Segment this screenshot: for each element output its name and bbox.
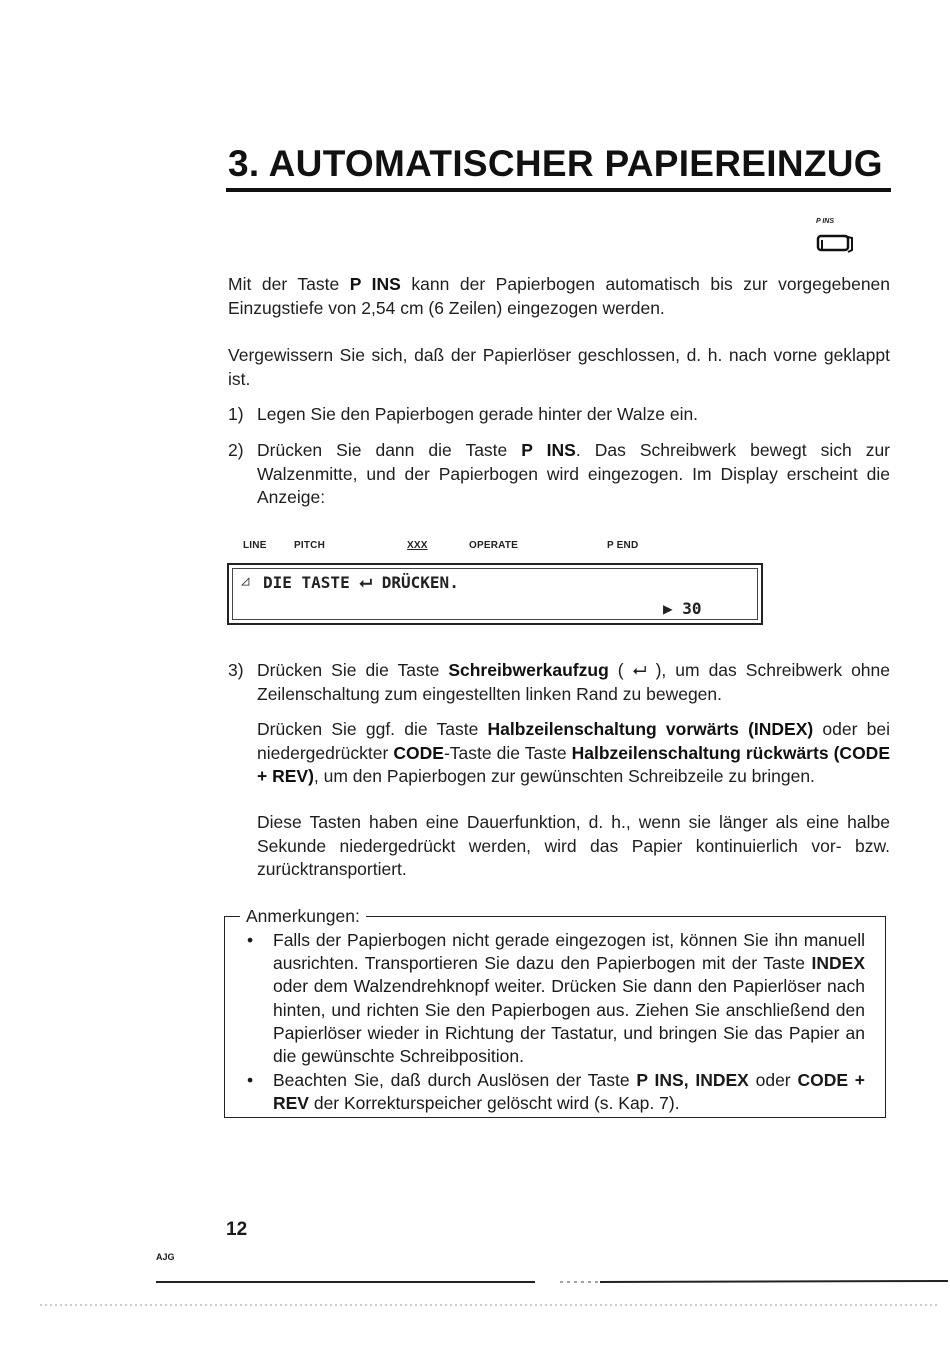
step-3-text bbox=[257, 659, 890, 706]
lcd-display bbox=[227, 563, 763, 625]
key-index: Halbzeilenschaltung vorwärts (INDEX) bbox=[487, 719, 814, 739]
notes-title: Anmerkungen: bbox=[240, 905, 366, 927]
note-item bbox=[247, 1069, 865, 1115]
keyboard-key-icon bbox=[812, 218, 862, 258]
note-item bbox=[247, 929, 865, 1068]
key-caption: P INS bbox=[816, 218, 835, 225]
step-2-text-1: Drücken Sie dann die Taste bbox=[257, 440, 522, 460]
papierloeser-paragraph: Vergewissern Sie sich, daß der Papierlöser geschlossen, d. h. nach vorne geklappt ist. bbox=[228, 345, 890, 389]
step-1-text: Legen Sie den Papierbogen gerade hinter der Walze ein. bbox=[257, 404, 699, 424]
intro-text-1: Mit der Taste bbox=[228, 274, 350, 294]
display-label-pend: P END bbox=[607, 540, 639, 551]
note-1-text-1: Falls der Papierbogen nicht gerade eingezogen ist, können Sie ihn manuell ausrichten. Transportieren Sie dazu den Papierbogen mit der Taste bbox=[273, 930, 865, 974]
step-3-text-2: ( ⮠ ), um das Schreibwerk ohne Zeilenschaltung zum eingestellten linken Rand zu bewegen. bbox=[257, 660, 890, 704]
note-2-text-1: Beachten Sie, daß durch Auslösen der Taste bbox=[273, 1070, 637, 1090]
step-3-p2-text-1: Drücken Sie ggf. die Taste bbox=[257, 719, 488, 739]
display-label-operate: OPERATE bbox=[469, 540, 518, 551]
note-1-text-2: oder dem Walzendrehknopf weiter. Drücken Sie dann den Papierlöser nach hinten, und richten Sie den Papierbogen aus. Ziehen Sie anschließend den Papierlöser wieder in Richtung der Tastatur, und bringen Sie das Papier an die gewünschte Schreibposition. bbox=[273, 976, 865, 1067]
step-3-p2-text-2: oder bei niedergedrückter bbox=[257, 719, 890, 763]
scan-edge-lines bbox=[0, 1270, 950, 1310]
step-3-paragraph-3: Diese Tasten haben eine Dauerfunktion, d. h., wenn sie länger als eine halbe Sekunde niedergedrückt werden, wird das Papier kontinuierlich vor- bzw. zurücktransportiert. bbox=[257, 812, 890, 879]
display-label-pitch: PITCH bbox=[294, 540, 325, 551]
step-3-p2-text-3: -Taste die Taste bbox=[443, 742, 572, 763]
key-p-ins: P INS bbox=[521, 440, 576, 460]
step-3-p2-text-4: , um den Papierbogen zur gewünschten Schreibzeile zu bringen. bbox=[313, 766, 815, 786]
key-p-ins: P INS bbox=[349, 274, 401, 294]
intro-paragraph bbox=[228, 273, 890, 320]
display-label-line: LINE bbox=[243, 540, 267, 551]
title-underline bbox=[226, 188, 891, 192]
step-3-number: 3) bbox=[228, 660, 244, 680]
key-code-rev: CODE + REV bbox=[273, 1070, 866, 1114]
key-index: INDEX bbox=[811, 953, 865, 974]
step-2-number: 2) bbox=[228, 440, 244, 460]
key-code: CODE bbox=[393, 742, 444, 763]
footer-code: AJG bbox=[156, 1252, 175, 1262]
bullet-icon: • bbox=[247, 1070, 254, 1090]
note-2-text-3: der Korrekturspeicher gelöscht wird (s. Kap. 7). bbox=[308, 1093, 680, 1114]
key-code-rev: Halbzeilenschaltung rückwärts (CODE + REV) bbox=[257, 742, 890, 786]
note-item-text bbox=[273, 929, 865, 1068]
step-2-text-2: . Das Schreibwerk bewegt sich zur Walzenmitte, und der Papierbogen wird eingezogen. Im Display erscheint die Anzeige: bbox=[257, 440, 891, 507]
page-title: 3. AUTOMATISCHER PAPIEREINZUG bbox=[228, 143, 883, 184]
key-p-ins-index: P INS, INDEX bbox=[636, 1070, 749, 1090]
key-cap-icon bbox=[816, 228, 856, 258]
note-item-text bbox=[273, 1069, 865, 1115]
step-1-number: 1) bbox=[228, 404, 244, 424]
note-2-text-2: oder bbox=[748, 1070, 798, 1090]
display-cursor-symbol: ◿ bbox=[241, 573, 250, 589]
key-schreibwerkaufzug: Schreibwerkaufzug bbox=[448, 660, 609, 680]
display-line-1: DIE TASTE ⮠ DRÜCKEN. bbox=[263, 573, 459, 592]
intro-text-2: kann der Papierbogen automatisch bis zur vorgegebenen Einzugstiefe von 2,54 cm (6 Zeilen) eingezogen werden. bbox=[228, 274, 891, 318]
display-line-2: ▶ 30 bbox=[663, 599, 702, 618]
display-label-xxx: XXX bbox=[407, 540, 428, 551]
bullet-icon: • bbox=[247, 930, 254, 950]
step-2-text bbox=[257, 439, 890, 510]
step-3-paragraph-2 bbox=[257, 718, 890, 789]
page-number: 12 bbox=[226, 1219, 248, 1240]
step-3-text-1: Drücken Sie die Taste bbox=[257, 660, 449, 680]
